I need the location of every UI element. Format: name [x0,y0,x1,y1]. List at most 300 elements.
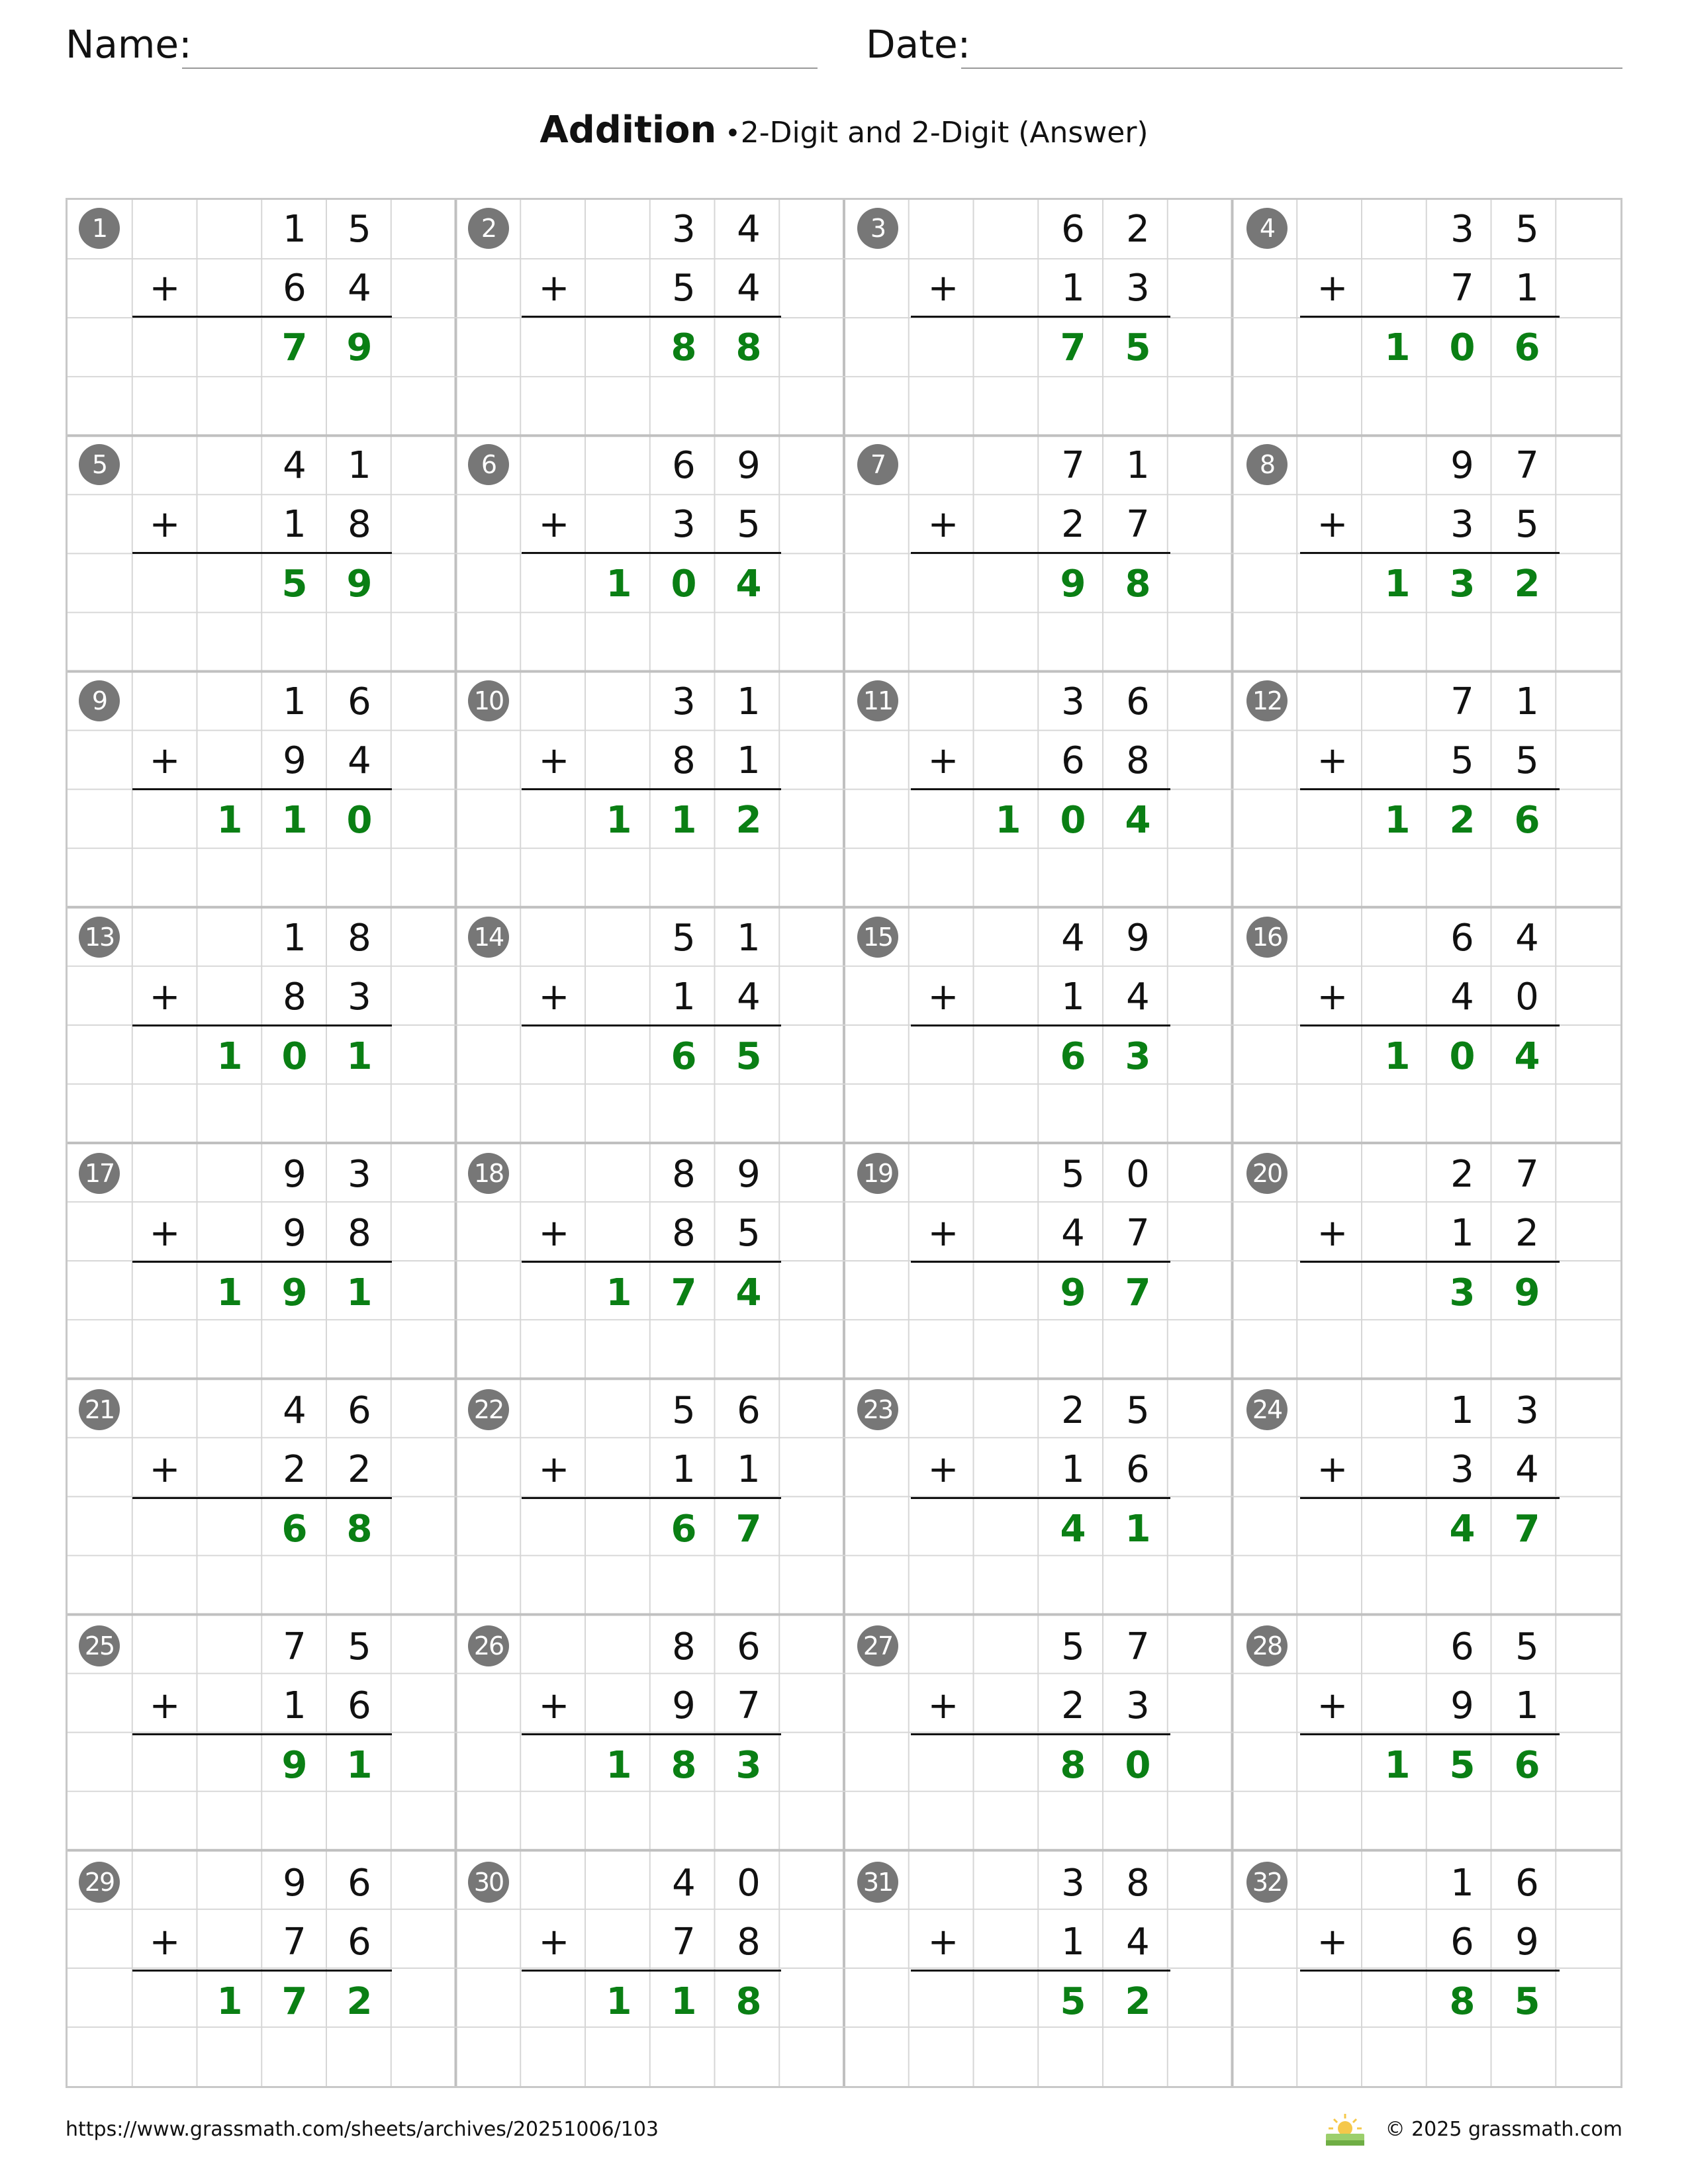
answer-digit: 1 [1384,562,1411,606]
addend-digit: 3 [1450,503,1474,547]
answer-digit: 1 [216,1979,243,2023]
operator-plus: + [927,739,959,783]
operator-plus: + [538,1448,570,1492]
answer-digit: 1 [606,562,632,606]
answer-digit: 9 [281,1271,308,1314]
addend-digit: 9 [1126,917,1150,960]
grass-sun-logo-icon [1323,2111,1367,2148]
addend-digit: 3 [672,208,696,251]
title-subtitle: 2-Digit and 2-Digit (Answer) [740,116,1149,150]
addend-digit: 5 [1515,208,1539,251]
operator-plus: + [538,1921,570,1964]
question-number-badge: 2 [468,208,509,249]
answer-digit: 4 [735,1271,762,1314]
addend-digit: 2 [1061,1684,1085,1728]
title-separator: • [725,118,741,149]
answer-digit: 1 [281,798,308,842]
answer-digit: 5 [1060,1979,1086,2023]
addend-digit: 5 [1450,739,1474,783]
addend-digit: 5 [1515,503,1539,547]
addend-digit: 7 [1126,1212,1150,1255]
addend-digit: 5 [672,1389,696,1432]
addend-digit: 2 [1126,208,1150,251]
answer-digit: 0 [671,562,697,606]
answer-digit: 9 [281,1743,308,1787]
answer-digit: 8 [1125,562,1151,606]
problem [1235,1381,1624,1617]
problem [68,1145,457,1381]
answer-digit: 1 [995,798,1021,842]
addend-digit: 0 [737,1862,761,1905]
operator-plus: + [149,503,181,547]
question-number-badge: 24 [1246,1389,1288,1430]
addend-digit: 2 [348,1448,371,1492]
answer-digit: 7 [735,1507,762,1551]
answer-digit: 1 [671,798,697,842]
problem [68,436,457,672]
operator-plus: + [1317,1212,1348,1255]
addend-digit: 1 [737,917,761,960]
addend-digit: 1 [283,208,306,251]
answer-digit: 6 [671,1034,697,1078]
answer-digit: 1 [216,798,243,842]
addend-digit: 1 [1061,1448,1085,1492]
answer-digit: 9 [346,562,373,606]
addend-digit: 3 [348,976,371,1019]
answer-digit: 9 [1060,1271,1086,1314]
answer-digit: 6 [1514,1743,1540,1787]
name-field[interactable] [182,68,818,69]
problem [457,1381,846,1617]
addend-digit: 4 [1515,917,1539,960]
operator-plus: + [538,1212,570,1255]
answer-digit: 6 [1060,1034,1086,1078]
question-number-badge: 8 [1246,444,1288,485]
addend-digit: 3 [1126,1684,1150,1728]
question-number-badge: 29 [79,1862,120,1903]
answer-digit: 9 [1060,562,1086,606]
problem [846,1617,1235,1854]
addend-digit: 1 [1061,976,1085,1019]
operator-plus: + [538,503,570,547]
problem [457,1617,846,1854]
answer-digit [197,1500,262,1559]
answer-digit: 5 [1449,1743,1476,1787]
answer-digit: 6 [1514,798,1540,842]
addend-digit: 1 [283,680,306,723]
addend-digit: 8 [672,1625,696,1668]
addend-digit: 5 [1515,739,1539,783]
question-number-badge: 26 [468,1625,509,1666]
addend-digit: 6 [672,444,696,487]
addend-digit: 1 [1450,1212,1474,1255]
answer-digit: 5 [281,562,308,606]
answer-digit: 0 [346,798,373,842]
question-number-badge: 4 [1246,208,1288,249]
addend-digit: 5 [348,1625,371,1668]
answer-digit [976,1263,1041,1322]
addend-digit: 6 [283,267,306,310]
addend-digit: 4 [283,1389,306,1432]
answer-digit [197,1736,262,1795]
operator-plus: + [538,739,570,783]
problem [68,1617,457,1854]
problem [1235,1617,1624,1854]
addend-digit: 4 [283,444,306,487]
addend-digit: 9 [283,1153,306,1196]
answer-digit: 0 [281,1034,308,1078]
answer-digit: 6 [671,1507,697,1551]
question-number-badge: 17 [79,1153,120,1194]
addend-digit: 7 [737,1684,761,1728]
problem [68,1381,457,1617]
addend-digit: 3 [1450,208,1474,251]
date-field[interactable] [961,68,1622,69]
addend-digit: 8 [672,1212,696,1255]
addend-digit: 4 [1126,976,1150,1019]
problem [846,672,1235,909]
problem [68,672,457,909]
answer-digit: 1 [606,1743,632,1787]
question-number-badge: 15 [857,917,898,958]
addend-digit: 1 [1450,1389,1474,1432]
addend-digit: 4 [1061,917,1085,960]
addend-digit: 6 [1061,739,1085,783]
worksheet-grid [66,198,1622,2088]
problem [68,909,457,1145]
date-label: Date: [866,22,971,67]
answer-digit [197,318,262,377]
question-number-badge: 19 [857,1153,898,1194]
problem [68,1854,457,2090]
addend-digit: 7 [1126,1625,1150,1668]
addend-digit: 2 [1061,1389,1085,1432]
operator-plus: + [927,1448,959,1492]
addend-digit: 6 [737,1389,761,1432]
addend-digit: 4 [1061,1212,1085,1255]
answer-digit: 1 [606,798,632,842]
addend-digit: 2 [1450,1153,1474,1196]
problem [457,200,846,436]
title-main: Addition [539,109,717,152]
answer-digit: 5 [1125,326,1151,369]
answer-digit: 9 [346,326,373,369]
operator-plus: + [927,1921,959,1964]
problem [457,909,846,1145]
operator-plus: + [149,267,181,310]
addend-digit: 1 [1515,680,1539,723]
answer-digit: 2 [1125,1979,1151,2023]
answer-digit: 3 [1449,562,1476,606]
addend-digit: 6 [1061,208,1085,251]
problem [68,200,457,436]
answer-digit: 1 [606,1979,632,2023]
problem [1235,909,1624,1145]
addend-digit: 6 [1515,1862,1539,1905]
addend-digit: 0 [1126,1153,1150,1196]
addend-digit: 9 [1515,1921,1539,1964]
addend-digit: 8 [283,976,306,1019]
answer-digit: 8 [1449,1979,1476,2023]
addend-digit: 5 [672,917,696,960]
operator-plus: + [927,503,959,547]
page-title [0,107,1688,157]
addend-digit: 6 [1450,1625,1474,1668]
addend-digit: 3 [672,680,696,723]
addend-digit: 5 [737,503,761,547]
addend-digit: 9 [737,1153,761,1196]
addend-digit: 9 [1450,444,1474,487]
addend-digit: 5 [672,267,696,310]
operator-plus: + [149,1212,181,1255]
addend-digit: 6 [348,1684,371,1728]
addend-digit: 6 [1450,917,1474,960]
problem [846,1145,1235,1381]
question-number-badge: 10 [468,680,509,721]
addend-digit: 4 [672,1862,696,1905]
answer-digit [976,1736,1041,1795]
addend-digit: 3 [1061,680,1085,723]
answer-digit [586,1500,651,1559]
addend-digit: 6 [348,1389,371,1432]
question-number-badge: 28 [1246,1625,1288,1666]
addend-digit: 5 [1126,1389,1150,1432]
answer-digit: 2 [346,1979,373,2023]
question-number-badge: 14 [468,917,509,958]
answer-digit: 3 [1125,1034,1151,1078]
answer-digit [1365,1500,1430,1559]
addend-digit: 6 [348,1921,371,1964]
addend-digit: 7 [1515,444,1539,487]
addend-digit: 1 [1450,1862,1474,1905]
addend-digit: 2 [1515,1212,1539,1255]
question-number-badge: 31 [857,1862,898,1903]
answer-digit: 7 [281,1979,308,2023]
addend-digit: 9 [1450,1684,1474,1728]
answer-digit: 1 [1384,798,1411,842]
addend-digit: 7 [672,1921,696,1964]
addend-digit: 8 [348,917,371,960]
question-number-badge: 27 [857,1625,898,1666]
answer-digit: 8 [671,326,697,369]
operator-plus: + [927,1212,959,1255]
addend-digit: 7 [1515,1153,1539,1196]
addend-digit: 1 [283,1684,306,1728]
addend-digit: 1 [283,503,306,547]
question-number-badge: 5 [79,444,120,485]
operator-plus: + [1317,739,1348,783]
addend-digit: 0 [1515,976,1539,1019]
answer-digit: 1 [606,1271,632,1314]
answer-digit: 7 [671,1271,697,1314]
question-number-badge: 1 [79,208,120,249]
answer-digit: 8 [735,1979,762,2023]
addend-digit: 9 [283,739,306,783]
question-number-badge: 32 [1246,1862,1288,1903]
question-number-badge: 13 [79,917,120,958]
answer-digit: 3 [735,1743,762,1787]
question-number-badge: 16 [1246,917,1288,958]
addend-digit: 4 [348,739,371,783]
addend-digit: 4 [1126,1921,1150,1964]
addend-digit: 5 [348,208,371,251]
answer-digit [976,1972,1041,2031]
addend-digit: 7 [1450,680,1474,723]
addend-digit: 7 [1126,503,1150,547]
addend-digit: 3 [348,1153,371,1196]
problem [846,200,1235,436]
addend-digit: 9 [283,1212,306,1255]
problem [457,672,846,909]
answer-digit: 1 [216,1271,243,1314]
question-number-badge: 12 [1246,680,1288,721]
operator-plus: + [538,267,570,310]
answer-digit [1365,1972,1430,2031]
answer-digit: 1 [346,1271,373,1314]
question-number-badge: 22 [468,1389,509,1430]
addend-digit: 8 [737,1921,761,1964]
question-number-badge: 7 [857,444,898,485]
footer-url: https://www.grassmath.com/sheets/archives/20251006/103 [66,2118,659,2141]
answer-digit: 1 [1125,1507,1151,1551]
answer-digit: 4 [1125,798,1151,842]
answer-digit: 0 [1449,1034,1476,1078]
answer-digit: 3 [1449,1271,1476,1314]
addend-digit: 1 [1126,444,1150,487]
operator-plus: + [1317,503,1348,547]
question-number-badge: 18 [468,1153,509,1194]
answer-digit: 9 [1514,1271,1540,1314]
addend-digit: 3 [1061,1862,1085,1905]
addend-digit: 5 [737,1212,761,1255]
addend-digit: 8 [348,503,371,547]
addend-digit: 2 [283,1448,306,1492]
problem [846,909,1235,1145]
footer-copyright: © 2025 grassmath.com [1385,2118,1622,2141]
problem [846,1854,1235,2090]
operator-plus: + [149,1684,181,1728]
problem [1235,200,1624,436]
addend-digit: 7 [1450,267,1474,310]
addend-digit: 1 [737,1448,761,1492]
answer-digit: 5 [735,1034,762,1078]
problem [457,436,846,672]
operator-plus: + [1317,1921,1348,1964]
answer-digit: 1 [346,1034,373,1078]
name-label: Name: [66,22,192,67]
answer-digit: 0 [1060,798,1086,842]
answer-digit: 2 [1449,798,1476,842]
operator-plus: + [149,739,181,783]
answer-digit: 2 [1514,562,1540,606]
addend-digit: 8 [1126,1862,1150,1905]
addend-digit: 6 [737,1625,761,1668]
addend-digit: 6 [1450,1921,1474,1964]
addend-digit: 3 [1450,1448,1474,1492]
answer-digit: 2 [735,798,762,842]
addend-digit: 7 [283,1625,306,1668]
answer-digit [586,318,651,377]
answer-digit: 8 [346,1507,373,1551]
addend-digit: 4 [1450,976,1474,1019]
answer-digit: 0 [1125,1743,1151,1787]
operator-plus: + [927,1684,959,1728]
addend-digit: 5 [1061,1153,1085,1196]
addend-digit: 1 [672,976,696,1019]
answer-digit [197,555,262,614]
answer-digit: 1 [1384,326,1411,369]
operator-plus: + [1317,1684,1348,1728]
problem [457,1854,846,2090]
addend-digit: 4 [737,208,761,251]
addend-digit: 6 [1126,1448,1150,1492]
problem [1235,672,1624,909]
question-number-badge: 9 [79,680,120,721]
answer-digit: 8 [671,1743,697,1787]
answer-digit [1365,1263,1430,1322]
addend-digit: 8 [348,1212,371,1255]
addend-digit: 1 [283,917,306,960]
operator-plus: + [149,976,181,1019]
answer-digit: 4 [735,562,762,606]
question-number-badge: 20 [1246,1153,1288,1194]
answer-digit: 4 [1449,1507,1476,1551]
addend-digit: 1 [737,680,761,723]
question-number-badge: 6 [468,444,509,485]
addend-digit: 6 [348,1862,371,1905]
question-number-badge: 30 [468,1862,509,1903]
operator-plus: + [1317,1448,1348,1492]
addend-digit: 3 [1126,267,1150,310]
addend-digit: 3 [672,503,696,547]
answer-digit: 1 [671,1979,697,2023]
question-number-badge: 3 [857,208,898,249]
answer-digit: 7 [1514,1507,1540,1551]
answer-digit: 0 [1449,326,1476,369]
question-number-badge: 23 [857,1389,898,1430]
problem [457,1145,846,1381]
operator-plus: + [927,976,959,1019]
question-number-badge: 11 [857,680,898,721]
operator-plus: + [538,976,570,1019]
answer-digit [976,1027,1041,1086]
addend-digit: 2 [1061,503,1085,547]
answer-digit: 5 [1514,1979,1540,2023]
answer-digit: 4 [1514,1034,1540,1078]
answer-digit: 6 [281,1507,308,1551]
addend-digit: 8 [672,739,696,783]
problem [846,436,1235,672]
problem [846,1381,1235,1617]
answer-digit: 1 [1384,1743,1411,1787]
question-number-badge: 25 [79,1625,120,1666]
addend-digit: 6 [1126,680,1150,723]
addend-digit: 5 [1061,1625,1085,1668]
addend-digit: 4 [737,267,761,310]
addend-digit: 3 [1515,1389,1539,1432]
addend-digit: 4 [737,976,761,1019]
addend-digit: 9 [737,444,761,487]
answer-digit: 8 [1060,1743,1086,1787]
addend-digit: 1 [1061,1921,1085,1964]
addend-digit: 5 [1515,1625,1539,1668]
answer-digit [586,1027,651,1086]
problem [1235,436,1624,672]
answer-digit: 8 [735,326,762,369]
answer-digit: 4 [1060,1507,1086,1551]
addend-digit: 8 [672,1153,696,1196]
operator-plus: + [1317,267,1348,310]
